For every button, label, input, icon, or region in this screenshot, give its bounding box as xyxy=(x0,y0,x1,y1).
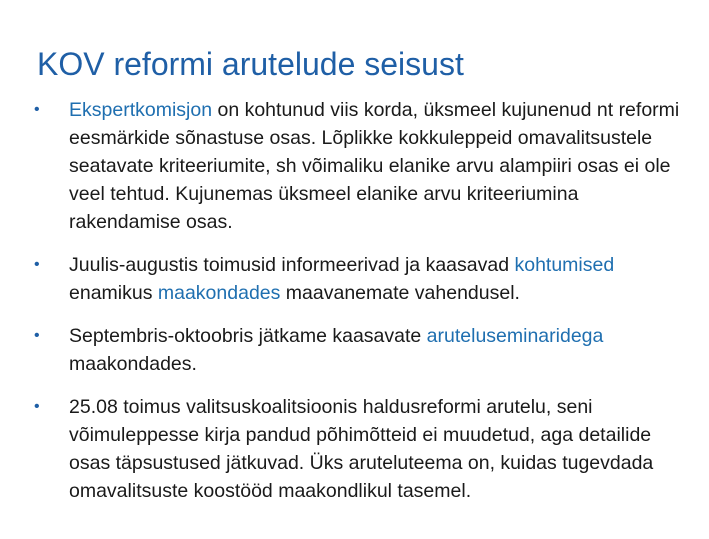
text-segment: Septembris-oktoobris jätkame kaasavate xyxy=(69,325,427,347)
bullet-item-summer-meetings xyxy=(34,251,694,307)
link-ekspertkomisjon[interactable]: Ekspertkomisjon xyxy=(69,99,213,121)
bullet-item-coalition-discussion xyxy=(34,393,694,505)
text-segment: Juulis-augustis toimusid informeerivad ja kaasavad xyxy=(69,254,515,276)
text-segment: maakondades. xyxy=(69,353,197,375)
bullet-item-expert-commission xyxy=(34,96,694,236)
bullet-marker: • xyxy=(34,101,40,118)
bullet-marker: • xyxy=(34,398,40,415)
link-maakondades[interactable]: maakondades xyxy=(157,282,281,304)
bullet-marker: • xyxy=(34,256,40,273)
slide-title: KOV reformi arutelude seisust xyxy=(37,46,464,83)
text-segment: on kohtunud viis korda, üksmeel kujunenud nt reformi eesmärkide sõnastuse osas. Lõplikke kokkuleppeid omavalitsustele seatavate kriteeriumite, sh võimaliku elanike arvu alampiiri osas ei ole veel tehtud. Kujunemas üksmeel elanike arvu kriteeriumina rakendamise osas. xyxy=(69,99,680,233)
bullet-item-autumn-seminars xyxy=(34,322,694,378)
text-segment: enamikus xyxy=(69,282,158,304)
bullet-text xyxy=(69,254,614,304)
bullet-list xyxy=(34,96,694,520)
text-segment: 25.08 toimus valitsuskoalitsioonis haldusreformi arutelu, seni võimuleppesse kirja pandud põhimõtteid ei muudetud, aga detailide osas täpsustused jätkuvad. Üks aruteluteema on, kuidas tugevdada omavalitsuste koostööd maakondlikul tasemel. xyxy=(69,396,654,502)
bullet-marker: • xyxy=(34,327,40,344)
link-kohtumised[interactable]: kohtumised xyxy=(514,254,615,276)
bullet-text xyxy=(69,325,603,375)
link-aruteluseminaridega[interactable]: aruteluseminaridega xyxy=(426,325,604,347)
bullet-text xyxy=(69,99,679,233)
text-segment: maavanemate vahendusel. xyxy=(280,282,520,304)
bullet-text xyxy=(69,396,653,502)
